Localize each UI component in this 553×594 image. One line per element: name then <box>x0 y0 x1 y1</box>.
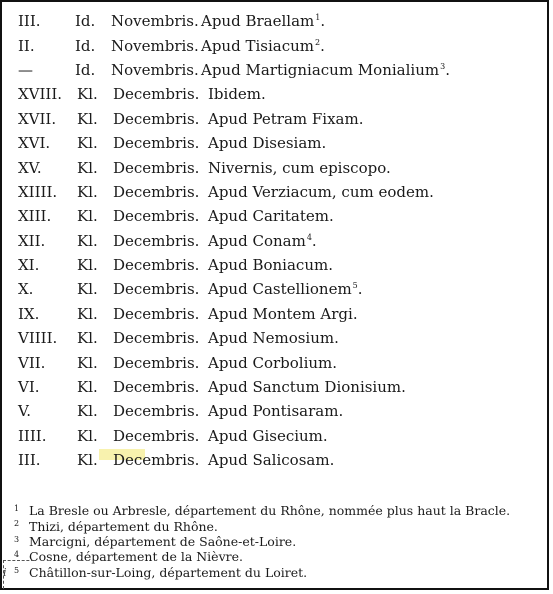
month-name: Novembris. <box>111 12 199 31</box>
day-number: XVIII. <box>18 85 63 104</box>
itinerary-row <box>18 33 538 57</box>
calendar-abbr: Kl. <box>77 207 98 226</box>
calendar-abbr: Kl. <box>77 329 98 348</box>
itinerary-row <box>18 204 538 228</box>
day-number: II. <box>18 36 35 55</box>
month-name: Decembris. <box>113 158 200 177</box>
footnote-item <box>14 534 539 549</box>
place-text <box>208 451 538 469</box>
footnote-mark: 2 <box>14 519 20 529</box>
place-text <box>208 110 538 128</box>
place-text <box>208 280 538 298</box>
calendar-abbr: Id. <box>75 36 96 55</box>
place-text <box>208 85 538 103</box>
calendar-abbr: Kl. <box>77 426 98 445</box>
place-name: Ibidem. <box>208 85 266 104</box>
place-name: Apud Montem Argi. <box>208 304 358 323</box>
itinerary-row <box>18 107 538 131</box>
scan-selection-marker <box>3 560 34 589</box>
day-number: XI. <box>18 256 40 275</box>
place-text <box>208 402 538 420</box>
month-name: Decembris. <box>113 85 200 104</box>
place-name: Apud Corbolium. <box>208 353 338 372</box>
place-name: Apud Tisiacum <box>201 36 314 55</box>
day-number: XIII. <box>18 207 52 226</box>
day-number: V. <box>18 402 31 421</box>
trailing-period: . <box>357 280 363 299</box>
month-name: Decembris. <box>113 280 200 299</box>
itinerary-row <box>18 229 538 253</box>
place-text <box>208 427 538 445</box>
footnotes <box>14 503 539 580</box>
footnote-mark: 5 <box>14 565 20 575</box>
month-name: Decembris. <box>113 329 200 348</box>
month-name: Decembris. <box>113 207 200 226</box>
calendar-abbr: Kl. <box>77 378 98 397</box>
place-text <box>208 183 538 201</box>
footnote-item <box>14 518 539 533</box>
footnote-mark: 4 <box>14 550 20 560</box>
calendar-abbr: Kl. <box>77 402 98 421</box>
calendar-abbr: Kl. <box>77 256 98 275</box>
place-text <box>201 37 538 55</box>
month-name: Decembris. <box>113 304 200 323</box>
itinerary-row <box>18 326 538 350</box>
place-name: Apud Boniacum. <box>208 256 333 275</box>
itinerary-row <box>18 350 538 374</box>
place-text <box>208 354 538 372</box>
itinerary-row <box>18 375 538 399</box>
month-name: Decembris. <box>113 134 200 153</box>
place-name: Nivernis, cum episcopo. <box>208 158 391 177</box>
calendar-abbr: Kl. <box>77 109 98 128</box>
itinerary-row <box>18 399 538 423</box>
month-name: Decembris. <box>113 109 200 128</box>
itinerary-row <box>18 58 538 82</box>
place-text <box>208 305 538 323</box>
trailing-period: . <box>320 36 325 55</box>
footnote-text: Cosne, département de la Nièvre. <box>29 549 243 565</box>
trailing-period: . <box>445 60 450 79</box>
month-name: Decembris. <box>113 426 200 445</box>
place-text <box>201 61 538 79</box>
calendar-abbr: Id. <box>75 60 96 79</box>
itinerary-row <box>18 448 538 472</box>
month-name: Novembris. <box>111 60 199 79</box>
month-name: Decembris. <box>113 353 200 372</box>
calendar-abbr: Kl. <box>77 182 98 201</box>
footnote-mark: 1 <box>14 504 20 513</box>
place-text <box>208 329 538 347</box>
itinerary-row <box>18 253 538 277</box>
itinerary-row <box>18 424 538 448</box>
itinerary-row <box>18 302 538 326</box>
footnote-ref: 5 <box>352 281 358 291</box>
itinerary-row <box>18 9 538 33</box>
day-number: XV. <box>18 158 42 177</box>
calendar-abbr: Kl. <box>77 280 98 299</box>
place-name: Apud Martigniacum Monialium <box>201 60 440 79</box>
footnote-text: Marcigni, département de Saône-et-Loire. <box>29 533 297 549</box>
month-name: Decembris. <box>113 378 200 397</box>
place-name: Apud Disesiam. <box>208 134 327 153</box>
month-name: Novembris. <box>111 36 199 55</box>
footnote-item <box>14 503 539 518</box>
day-number: X. <box>18 280 34 299</box>
footnote-ref: 3 <box>440 61 446 71</box>
day-number: VII. <box>18 353 46 372</box>
month-name: Decembris. <box>113 182 200 201</box>
itinerary-list <box>18 9 538 472</box>
itinerary-row <box>18 277 538 301</box>
calendar-abbr: Kl. <box>77 134 98 153</box>
place-name: Apud Nemosium. <box>208 329 339 348</box>
footnote-text: Châtillon-sur-Loing, département du Loiret. <box>29 564 308 580</box>
footnote-item <box>14 549 539 564</box>
itinerary-row <box>18 180 538 204</box>
place-text <box>208 159 538 177</box>
itinerary-row <box>18 155 538 179</box>
itinerary-row <box>18 131 538 155</box>
day-number: IX. <box>18 304 40 323</box>
month-name: Decembris. <box>113 231 200 250</box>
calendar-abbr: Kl. <box>77 231 98 250</box>
footnote-ref: 1 <box>315 13 321 23</box>
footnote-ref: 2 <box>315 37 321 47</box>
month-name: Decembris. <box>113 451 200 470</box>
place-text <box>208 256 538 274</box>
place-name: Apud Castellionem <box>208 280 352 299</box>
calendar-abbr: Kl. <box>77 304 98 323</box>
place-name: Apud Conam <box>208 231 306 250</box>
month-name: Decembris. <box>113 256 200 275</box>
day-number: XVII. <box>18 109 57 128</box>
day-number: XIIII. <box>18 182 58 201</box>
day-number: VI. <box>18 378 40 397</box>
day-number: III. <box>18 12 41 31</box>
footnote-ref: 4 <box>306 232 312 242</box>
place-text <box>208 207 538 225</box>
itinerary-row <box>18 82 538 106</box>
place-name: Apud Verziacum, cum eodem. <box>208 182 434 201</box>
footnote-item <box>14 565 539 580</box>
footnote-text: Thizi, département du Rhône. <box>29 518 218 534</box>
place-name: Apud Salicosam. <box>208 451 335 470</box>
place-name: Apud Caritatem. <box>208 207 334 226</box>
place-text <box>208 232 538 250</box>
place-name: Apud Sanctum Dionisium. <box>208 378 406 397</box>
place-text <box>208 378 538 396</box>
calendar-abbr: Id. <box>75 12 96 31</box>
month-name: Decembris. <box>113 402 200 421</box>
calendar-abbr: Kl. <box>77 451 98 470</box>
calendar-abbr: Kl. <box>77 85 98 104</box>
place-name: Apud Petram Fixam. <box>208 109 364 128</box>
trailing-period: . <box>320 12 326 31</box>
day-number: VIIII. <box>18 329 58 348</box>
place-text <box>208 134 538 152</box>
place-name: Apud Pontisaram. <box>208 402 344 421</box>
place-name: Apud Braellam <box>201 12 315 31</box>
footnote-mark: 3 <box>14 534 20 544</box>
place-name: Apud Gisecium. <box>208 426 328 445</box>
margin-mark: i <box>3 566 7 579</box>
day-number: XVI. <box>18 134 51 153</box>
place-text <box>201 12 538 30</box>
day-number: IIII. <box>18 426 47 445</box>
day-number: III. <box>18 451 41 470</box>
footnote-text: La Bresle ou Arbresle, département du Rhône, nommée plus haut la Bracle. <box>29 503 511 519</box>
calendar-abbr: Kl. <box>77 353 98 372</box>
day-number: XII. <box>18 231 46 250</box>
day-number: — <box>18 60 33 79</box>
calendar-abbr: Kl. <box>77 158 98 177</box>
trailing-period: . <box>311 231 317 250</box>
